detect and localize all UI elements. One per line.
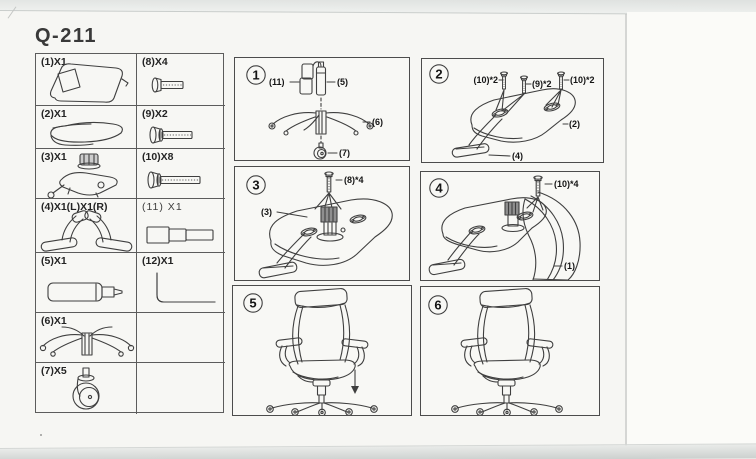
part-cell-2 [36, 106, 137, 149]
part-cell-6 [36, 313, 137, 363]
svg-text:6: 6 [434, 297, 442, 313]
telescopic-cover-icon [141, 221, 221, 247]
paper-right-edge [625, 14, 627, 446]
step-number-badge [244, 294, 262, 312]
part-label: (12)X1 [142, 255, 174, 267]
leader-line [489, 155, 510, 156]
seat-underside-drawing [442, 198, 546, 252]
svg-text:2: 2 [435, 66, 443, 82]
part-cell-8 [137, 54, 225, 106]
part-label: (1)X1 [41, 56, 67, 68]
callout-label: (8)*4 [344, 175, 364, 185]
allen-key-icon [141, 267, 221, 311]
part-cell-9 [137, 106, 225, 149]
part-label: (11) X1 [142, 201, 183, 213]
callout-label: (6) [372, 117, 383, 127]
callout-label: (3) [261, 207, 272, 217]
svg-text:1: 1 [252, 67, 260, 83]
armrest-mount [349, 214, 366, 224]
callout-label: (7) [339, 148, 350, 158]
svg-text:3: 3 [252, 177, 260, 193]
step-panel-4 [420, 171, 600, 281]
parts-table [35, 53, 224, 413]
bolt-short-icon [149, 74, 204, 96]
model-title: Q-211 [35, 25, 97, 47]
caster-icon [62, 366, 110, 413]
tilt-mechanism-icon [40, 152, 135, 198]
part-cell-1 [36, 54, 137, 106]
armrest-drawing [428, 232, 479, 275]
gas-lift-drawing [317, 62, 326, 95]
step-2-drawing [422, 59, 603, 162]
callout-label: (11) [269, 77, 285, 87]
part-label: (10)X8 [142, 151, 174, 163]
backrest-icon [42, 59, 134, 104]
part-label: (7)X5 [41, 365, 67, 377]
armrest-pair-icon [36, 210, 137, 252]
callout-label: (5) [337, 77, 348, 87]
part-label: (6)X1 [41, 315, 67, 327]
part-label: (2)X1 [41, 108, 67, 120]
step-panel-5 [232, 285, 412, 416]
five-star-base-icon [38, 321, 136, 363]
step-number-badge [430, 179, 448, 197]
part-cell-3 [36, 149, 137, 199]
armrest-drawing [452, 117, 502, 158]
step-3-drawing [235, 167, 409, 280]
part-cell-11 [137, 199, 225, 253]
part-label: (4)X1(L)X1(R) [41, 201, 108, 213]
assembled-chair-drawing [267, 288, 378, 415]
callout-label: (4) [512, 151, 523, 161]
svg-text:4: 4 [435, 180, 443, 196]
step-number-badge [247, 176, 265, 194]
step-panel-1 [234, 57, 410, 161]
gas-lift-icon [40, 277, 132, 307]
callout-label: (2) [569, 119, 580, 129]
svg-text:5: 5 [249, 295, 257, 311]
base-drawing [269, 111, 373, 135]
bolt-long-icon [145, 169, 221, 191]
scan-speck [40, 434, 42, 436]
part-label: (3)X1 [41, 151, 67, 163]
callout-label: (10)*2 [570, 75, 595, 85]
callout-label: (1) [564, 261, 575, 271]
part-cell-empty-1 [137, 313, 225, 363]
part-cell-10 [137, 149, 225, 199]
step-number-badge [430, 65, 448, 83]
part-cell-7 [36, 363, 137, 414]
part-cell-5 [36, 253, 137, 313]
part-cell-empty-2 [137, 363, 225, 414]
step-panel-3 [234, 166, 410, 281]
callout-label: (10)*4 [554, 179, 579, 189]
scanner-background [627, 12, 756, 449]
callout-label: (10)*2 [473, 75, 498, 85]
callout-label: (9)*2 [532, 79, 552, 89]
step-number-badge [247, 66, 265, 84]
step-4-drawing [421, 172, 599, 280]
press-down-arrow [351, 370, 359, 394]
screw-icon [325, 172, 333, 192]
part-label: (9)X2 [142, 108, 168, 120]
step-panel-2 [421, 58, 604, 163]
caster-drawing [314, 143, 326, 159]
step-number-badge [429, 296, 447, 314]
step-6-drawing [421, 287, 599, 415]
seat-cushion-icon [41, 114, 133, 148]
bolt-medium-icon [147, 124, 213, 146]
scan-edge-bottom [0, 443, 756, 459]
part-cell-12 [137, 253, 225, 313]
screw-icon [557, 72, 564, 89]
part-label: (8)X4 [142, 56, 168, 68]
armrest-mount [468, 225, 485, 235]
part-cell-4 [36, 199, 137, 253]
step-panel-6 [420, 286, 600, 416]
tilt-mechanism-drawing [317, 207, 345, 241]
step-5-drawing [233, 286, 411, 415]
finished-chair-drawing [452, 288, 563, 415]
part-label: (5)X1 [41, 255, 67, 267]
step-1-drawing [235, 58, 409, 160]
